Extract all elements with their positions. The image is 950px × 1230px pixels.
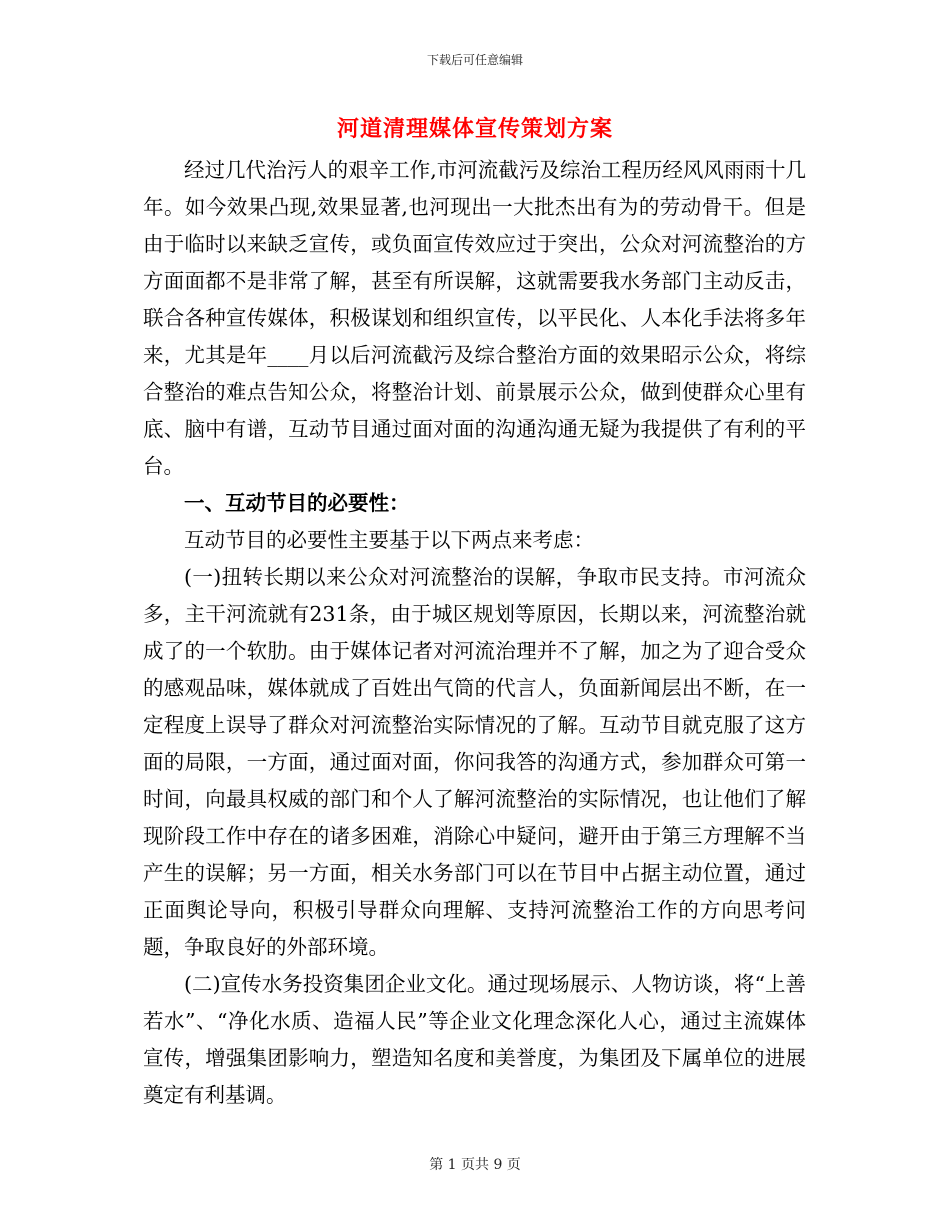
paragraph-intro: 经过几代治污人的艰辛工作,市河流截污及综治工程历经风风雨雨十几年。如今效果凸现,效果显著,也河现出一大批杰出有为的劳动骨干。但是由于临时以来缺乏宣传，或负面宣传效应过于突出，公众对河流整治的方方面面都不是非常了解，甚至有所误解，这就需要我水务部门主动反击，联合各种宣传媒体，积极谋划和组织宣传，以平民化、人本化手法将多年来，尤其是年____月以后河流截污及综合整治方面的效果昭示公众，将综合整治的难点告知公众，将整治计划、前景展示公众，做到使群众心里有底、脑中有谱，互动节目通过面对面的沟通沟通无疑为我提供了有利的平台。 xyxy=(143,158,806,478)
page-header: 下载后可任意编辑 xyxy=(426,53,523,67)
paragraph-point-two: (二)宣传水务投资集团企业文化。通过现场展示、人物访谈，将“上善若水”、“净化水质、造福人民”等企业文化理念深化人心，通过主流媒体宣传，增强集团影响力，塑造知名度和美誉度，为集团及下属单位的进展奠定有利基调。 xyxy=(143,972,806,1107)
document-body xyxy=(143,152,806,1114)
paragraph-overview: 互动节目的必要性主要基于以下两点来考虑： xyxy=(184,528,594,552)
page-footer: 第 1 页共 9 页 xyxy=(429,1157,521,1173)
paragraph-point-one: (一)扭转长期以来公众对河流整治的误解，争取市民支持。市河流众多，主干河流就有231条，由于城区规划等原因，长期以来，河流整治就成了的一个软肋。由于媒体记者对河流治理并不了解，加之为了迎合受众的感观品味，媒体就成了百姓出气筒的代言人，负面新闻层出不断，在一定程度上误导了群众对河流整治实际情况的了解。互动节目就克服了这方面的局限，一方面，通过面对面，你问我答的沟通方式，参加群众可第一时间，向最具权威的部门和个人了解河流整治的实际情况，也让他们了解现阶段工作中存在的诸多困难，消除心中疑问，避开由于第三方理解不当产生的误解；另一方面，相关水务部门可以在节目中占据主动位置，通过正面舆论导向，积极引导群众向理解、支持河流整治工作的方向思考问题，争取良好的外部环境。 xyxy=(143,565,806,959)
section-heading: 一、互动节目的必要性： xyxy=(184,491,410,515)
document-title: 河道清理媒体宣传策划方案 xyxy=(336,116,613,142)
